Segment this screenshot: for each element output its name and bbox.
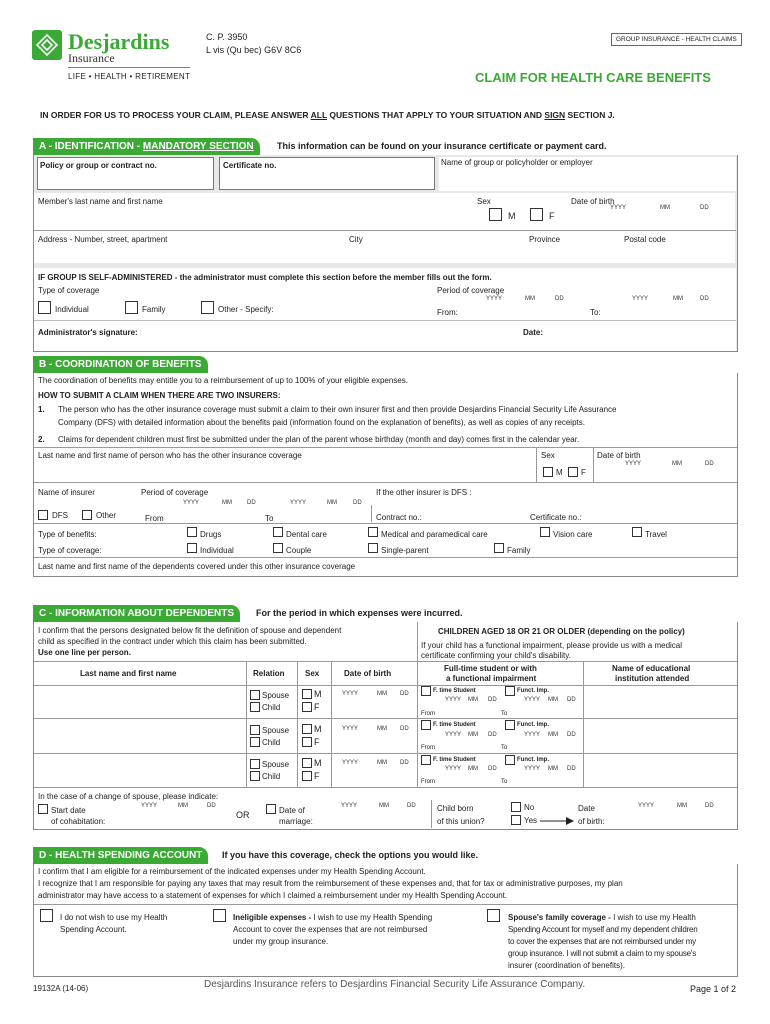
row1-spouse-checkbox[interactable] <box>250 690 260 700</box>
row1-dob-yyyy: YYYY <box>342 691 359 697</box>
group-name-label: Name of group or policyholder or employer <box>441 158 593 167</box>
secb-medical-label: Medical and paramedical care <box>381 530 488 539</box>
secc-change: In the case of a change of spouse, please indicate: <box>38 792 219 801</box>
divider <box>34 685 737 686</box>
secb-dfs-label: DFS <box>52 511 68 520</box>
row1-sex-f-checkbox[interactable] <box>302 702 312 712</box>
divider <box>297 661 298 787</box>
brand-name: Desjardins <box>68 29 170 54</box>
admin-from-yyyy: YYYY <box>486 296 503 302</box>
divider <box>34 557 737 558</box>
secb-from-mm: MM <box>222 500 232 506</box>
marriage-label1: Date of <box>279 806 305 815</box>
divider <box>371 505 372 522</box>
row2-to-mm: MM <box>548 732 558 738</box>
divider <box>34 904 737 905</box>
secb-single-parent-checkbox[interactable] <box>368 543 378 553</box>
child-dob-mm: MM <box>677 803 687 809</box>
postal-label: Postal code <box>624 235 666 244</box>
marriage-checkbox[interactable] <box>266 804 276 814</box>
row1-ftstudent-checkbox[interactable] <box>421 686 431 696</box>
secb-from-dd: DD <box>247 500 256 506</box>
secb-dependents: Last name and first name of the dependents covered under this other insurance coverage <box>38 562 356 571</box>
member-dob-mm: MM <box>660 205 670 211</box>
row1-to-yyyy: YYYY <box>524 697 541 703</box>
section-d-tab: D - HEALTH SPENDING ACCOUNT <box>33 847 208 864</box>
member-name-label: Member's last name and first name <box>38 197 163 206</box>
admin-individual-label: Individual <box>55 305 89 314</box>
row3-sex-f-label: F <box>314 771 320 781</box>
member-sex-label: Sex <box>477 197 491 206</box>
divider <box>34 718 737 719</box>
divider <box>34 320 736 321</box>
desjardins-logo-icon <box>32 30 62 60</box>
section-c-tab: C - INFORMATION ABOUT DEPENDENTS <box>33 605 240 622</box>
secc-col-inst2: institution attended <box>615 674 690 683</box>
admin-family-label: Family <box>142 305 166 314</box>
section-a-note: This information can be found on your insurance certificate or payment card. <box>277 141 607 151</box>
row2-spouse-checkbox[interactable] <box>250 725 260 735</box>
row2-sex-f-checkbox[interactable] <box>302 737 312 747</box>
form-code: 19132A (14-06) <box>33 984 89 993</box>
admin-from-label: From: <box>437 308 458 317</box>
secd-l3: administrator may have access to a statement of expenses for which I claimed a reimbursement under my Health Spending Account. <box>38 891 508 900</box>
hsa-spouse-line2: Spending Account for myself and my dependent children <box>508 925 698 934</box>
marriage-dd: DD <box>407 803 416 809</box>
row2-ftstudent-checkbox[interactable] <box>421 720 431 730</box>
row2-spouse-label: Spouse <box>262 726 290 735</box>
cohabitation-label2: of cohabitation: <box>51 817 106 826</box>
instructions: IN ORDER FOR US TO PROCESS YOUR CLAIM, PLEASE ANSWER ALL QUESTIONS THAT APPLY TO YOUR SITUATION AND SIGN SECTION J. <box>40 110 615 120</box>
secb-dob-label: Date of birth <box>597 451 641 460</box>
cohab-yyyy: YYYY <box>141 803 158 809</box>
date-of-birth1: Date <box>578 804 595 813</box>
admin-signature-label: Administrator's signature: <box>38 328 138 337</box>
row3-from-label: From <box>421 779 435 785</box>
secb-other-label: Other <box>96 511 117 520</box>
address-line1: C. P. 3950 <box>206 32 248 42</box>
secb-travel-label: Travel <box>645 530 667 539</box>
row2-funct-checkbox[interactable] <box>505 720 515 730</box>
secb-insurer-label: Name of insurer <box>38 488 95 497</box>
secb-to-label: To <box>265 514 274 523</box>
secb-vision-label: Vision care <box>553 530 593 539</box>
row3-sex-m-checkbox[interactable] <box>302 758 312 768</box>
row2-child-label: Child <box>262 738 281 747</box>
divider <box>246 661 247 787</box>
section-a-tab: A - IDENTIFICATION - MANDATORY SECTION <box>33 138 260 155</box>
row1-to-dd: DD <box>567 697 576 703</box>
hsa-no-line1: I do not wish to use my Health <box>60 913 168 922</box>
secc-one-line: Use one line per person. <box>38 648 131 657</box>
divider <box>34 523 737 524</box>
divider <box>34 230 736 231</box>
cohab-mm: MM <box>178 803 188 809</box>
row1-dob-mm: MM <box>377 691 387 697</box>
child-dob-dd: DD <box>705 803 714 809</box>
hsa-spouse-checkbox[interactable] <box>487 909 500 922</box>
secb-type-coverage: Type of coverage: <box>38 546 102 555</box>
row2-sex-m-checkbox[interactable] <box>302 724 312 734</box>
secc-col-ft1: Full-time student or with <box>444 664 537 673</box>
secb-travel-checkbox[interactable] <box>632 527 642 537</box>
secb-dob-yyyy: YYYY <box>625 461 642 467</box>
logo <box>32 30 62 60</box>
hsa-spouse-line4: group insurance. I will not submit a claim to my spouse's <box>508 949 696 958</box>
secb-to-yyyy: YYYY <box>290 500 307 506</box>
secc-confirm2: child as specified in the contract under which this claim has been submitted. <box>38 637 307 646</box>
secc-col-relation: Relation <box>253 669 285 678</box>
divider <box>34 447 737 448</box>
secb-certificate-label: Certificate no.: <box>530 513 582 522</box>
member-dob-dd: DD <box>700 205 709 211</box>
secb-family-label: Family <box>507 546 531 555</box>
divider <box>536 447 537 482</box>
secb-to-dd: DD <box>353 500 362 506</box>
cohabitation-label1: Start date <box>51 806 86 815</box>
admin-other-checkbox[interactable] <box>201 301 214 314</box>
admin-to-dd: DD <box>700 296 709 302</box>
divider <box>34 787 737 788</box>
row3-sex-f-checkbox[interactable] <box>302 771 312 781</box>
secb-sex-f-checkbox[interactable] <box>568 467 578 477</box>
divider <box>431 800 432 828</box>
secc-children-note2: certificate confirming your child's disability. <box>421 651 571 660</box>
cohabitation-checkbox[interactable] <box>38 804 48 814</box>
row3-from-mm: MM <box>468 766 478 772</box>
address-line2: L vis (Qu bec) G6V 8C6 <box>206 45 302 55</box>
row1-to-mm: MM <box>548 697 558 703</box>
child-dob-yyyy: YYYY <box>638 803 655 809</box>
row3-ftstudent-checkbox[interactable] <box>421 755 431 765</box>
secc-children-note1: If your child has a functional impairment, please provide us with a medical <box>421 641 683 650</box>
row2-child-checkbox[interactable] <box>250 737 260 747</box>
secb-p1a: The person who has the other insurance coverage must submit a claim to their own insurer first and then provide Desjardins Financial Security Life Assurance <box>58 405 617 414</box>
row3-funct-label: Funct. Imp. <box>517 757 549 763</box>
row2-from-mm: MM <box>468 732 478 738</box>
hsa-no-line2: Spending Account. <box>60 925 127 934</box>
hsa-ineligible-line1: Ineligible expenses - I wish to use my Health Spending <box>233 913 433 922</box>
secb-p2-num: 2. <box>38 435 45 444</box>
secb-other-person: Last name and first name of person who has the other insurance coverage <box>38 451 302 460</box>
secb-dental-checkbox[interactable] <box>273 527 283 537</box>
divider <box>34 482 737 483</box>
hsa-ineligible-line2: Account to cover the expenses that are not reimbursed <box>233 925 428 934</box>
marriage-label2: marriage: <box>279 817 313 826</box>
divider <box>583 661 584 787</box>
row1-from-dd: DD <box>488 697 497 703</box>
row3-to-label: To <box>501 779 508 785</box>
secb-how: HOW TO SUBMIT A CLAIM WHEN THERE ARE TWO INSURERS: <box>38 391 281 400</box>
secb-sex-m-checkbox[interactable] <box>543 467 553 477</box>
row3-dob-dd: DD <box>400 760 409 766</box>
secb-medical-checkbox[interactable] <box>368 527 378 537</box>
secb-sex-label: Sex <box>541 451 555 460</box>
secb-sex-f-label: F <box>581 468 586 477</box>
row1-from-yyyy: YYYY <box>445 697 462 703</box>
admin-from-dd: DD <box>555 296 564 302</box>
secb-p2: Claims for dependent children must first be submitted under the plan of the parent whose birthday (month and day) comes first in the calendar year. <box>58 435 580 444</box>
secb-couple-checkbox[interactable] <box>273 543 283 553</box>
child-born-no-checkbox[interactable] <box>511 802 521 812</box>
city-label: City <box>349 235 363 244</box>
row2-to-dd: DD <box>567 732 576 738</box>
secb-period-label: Period of coverage <box>141 488 209 497</box>
admin-individual-checkbox[interactable] <box>38 301 51 314</box>
divider <box>331 661 332 787</box>
row2-to-yyyy: YYYY <box>524 732 541 738</box>
row3-from-dd: DD <box>488 766 497 772</box>
divider <box>34 661 737 662</box>
row2-sex-f-label: F <box>314 737 320 747</box>
row2-ftstudent-label: F. time Student <box>433 722 476 728</box>
admin-date-label: Date: <box>523 328 544 337</box>
date-of-birth2: of birth: <box>578 817 605 826</box>
secb-contract-label: Contract no.: <box>376 513 422 522</box>
row2-dob-dd: DD <box>400 726 409 732</box>
page-number: Page 1 of 2 <box>690 984 737 994</box>
child-born2: of this union? <box>437 817 485 826</box>
policy-no-label: Policy or group or contract no. <box>40 161 157 170</box>
form-title: CLAIM FOR HEALTH CARE BENEFITS <box>475 70 711 85</box>
row1-spouse-label: Spouse <box>262 691 290 700</box>
self-admin-heading: IF GROUP IS SELF-ADMINISTERED - the administrator must complete this section before the member fills out the form. <box>38 273 492 282</box>
admin-family-checkbox[interactable] <box>125 301 138 314</box>
row2-dob-yyyy: YYYY <box>342 726 359 732</box>
admin-period: Period of coverage <box>437 286 505 295</box>
secc-col-ft2: a functional impairment <box>446 674 537 683</box>
secd-l1: I confirm that I am eligible for a reimbursement of the indicated expenses under my Health Spending Account. <box>38 867 426 876</box>
member-dob-yyyy: YYYY <box>610 205 627 211</box>
marriage-yyyy: YYYY <box>341 803 358 809</box>
member-sex-f-label: F <box>549 211 555 221</box>
hsa-ineligible-checkbox[interactable] <box>213 909 226 922</box>
section-b-tab: B - COORDINATION OF BENEFITS <box>33 356 208 373</box>
member-sex-m-checkbox[interactable] <box>489 208 502 221</box>
secc-col-inst1: Name of educational <box>612 664 691 673</box>
secc-col-sex: Sex <box>305 669 320 678</box>
secb-individual-label: Individual <box>200 546 234 555</box>
child-born-yes-label: Yes <box>524 816 538 825</box>
secb-intro: The coordination of benefits may entitle you to a reimbursement of up to 100% of your eligible expenses. <box>38 376 408 385</box>
secc-confirm1: I confirm that the persons designated below fit the definition of spouse and dependent <box>38 626 342 635</box>
certificate-no-label: Certificate no. <box>223 161 277 170</box>
secb-p1b: Company (DFS) with detailed information about the benefits paid (information found on the explanation of benefits), as well as copies of any receipts. <box>58 418 585 427</box>
row3-ftstudent-label: F. time Student <box>433 757 476 763</box>
admin-from-mm: MM <box>525 296 535 302</box>
secb-type-benefits: Type of benefits: <box>38 530 97 539</box>
secb-couple-label: Couple <box>286 546 312 555</box>
row1-to-label: To <box>501 711 508 717</box>
row1-funct-label: Funct. Imp. <box>517 688 549 694</box>
arrow-right-icon <box>540 817 574 825</box>
admin-to-yyyy: YYYY <box>632 296 649 302</box>
secb-if-dfs: If the other insurer is DFS : <box>376 488 472 497</box>
brand-sub: Insurance <box>68 51 115 65</box>
secb-dob-dd: DD <box>705 461 714 467</box>
member-sex-m-label: M <box>508 211 516 221</box>
hsa-ineligible-line3: under my group insurance. <box>233 937 329 946</box>
row2-dob-mm: MM <box>377 726 387 732</box>
secb-from-yyyy: YYYY <box>183 500 200 506</box>
section-c-note: For the period in which expenses were incurred. <box>256 608 463 618</box>
secb-dental-label: Dental care <box>286 530 327 539</box>
row3-funct-checkbox[interactable] <box>505 755 515 765</box>
secc-children-head: CHILDREN AGED 18 OR 21 OR OLDER (depending on the policy) <box>438 627 685 636</box>
row1-sex-m-checkbox[interactable] <box>302 689 312 699</box>
secd-l2: I recognize that I am responsible for paying any taxes that may result from the reimbursement of these expenses and, that for tax or administrative purposes, my plan <box>38 879 623 888</box>
admin-to-mm: MM <box>673 296 683 302</box>
cohab-dd: DD <box>207 803 216 809</box>
row1-from-label: From <box>421 711 435 717</box>
row2-sex-m-label: M <box>314 724 322 734</box>
row1-from-mm: MM <box>468 697 478 703</box>
row3-dob-mm: MM <box>377 760 387 766</box>
row1-dob-dd: DD <box>400 691 409 697</box>
row2-from-yyyy: YYYY <box>445 732 462 738</box>
hsa-no-checkbox[interactable] <box>40 909 53 922</box>
row3-to-yyyy: YYYY <box>524 766 541 772</box>
row3-spouse-label: Spouse <box>262 760 290 769</box>
secb-to-mm: MM <box>327 500 337 506</box>
admin-type-coverage: Type of coverage <box>38 286 100 295</box>
child-born-no-label: No <box>524 803 535 812</box>
secb-from-label: From <box>145 514 164 523</box>
row1-child-label: Child <box>262 703 281 712</box>
secb-drugs-checkbox[interactable] <box>187 527 197 537</box>
row1-funct-checkbox[interactable] <box>505 686 515 696</box>
secb-dfs-checkbox[interactable] <box>38 510 48 520</box>
secb-dob-mm: MM <box>672 461 682 467</box>
child-born1: Child born <box>437 804 474 813</box>
secb-p1-num: 1. <box>38 405 45 414</box>
divider <box>593 447 594 482</box>
secb-family-checkbox[interactable] <box>494 543 504 553</box>
section-d-note: If you have this coverage, check the options you would like. <box>222 850 479 860</box>
row2-to-label: To <box>501 745 508 751</box>
marriage-mm: MM <box>379 803 389 809</box>
hsa-spouse-line3: to cover the expenses that are not reimbursed under my <box>508 937 696 946</box>
brand-tagline: LIFE • HEALTH • RETIREMENT <box>68 72 191 81</box>
row2-from-dd: DD <box>488 732 497 738</box>
or-label: OR <box>236 810 250 820</box>
member-dob-label: Date of birth <box>571 197 615 206</box>
secc-col-dob: Date of birth <box>344 669 392 678</box>
row1-ftstudent-label: F. time Student <box>433 688 476 694</box>
row3-sex-m-label: M <box>314 758 322 768</box>
footer-note: Desjardins Insurance refers to Desjardins Financial Security Life Assurance Company. <box>204 979 586 990</box>
row1-child-checkbox[interactable] <box>250 702 260 712</box>
hsa-spouse-line1: Spouse's family coverage - I wish to use my Health <box>508 913 696 922</box>
secb-other-checkbox[interactable] <box>82 510 92 520</box>
secb-drugs-label: Drugs <box>200 530 222 539</box>
row2-funct-label: Funct. Imp. <box>517 722 549 728</box>
admin-to-label: To: <box>590 308 601 317</box>
category-badge: GROUP INSURANCE - HEALTH CLAIMS <box>611 33 742 46</box>
divider <box>34 753 737 754</box>
address-label: Address - Number, street, apartment <box>38 235 168 244</box>
secb-single-parent-label: Single-parent <box>381 546 429 555</box>
row3-to-dd: DD <box>567 766 576 772</box>
row3-child-checkbox[interactable] <box>250 771 260 781</box>
brand-divider <box>68 67 190 68</box>
secc-col-name: Last name and first name <box>80 669 177 678</box>
row3-spouse-checkbox[interactable] <box>250 759 260 769</box>
row1-sex-m-label: M <box>314 689 322 699</box>
row3-dob-yyyy: YYYY <box>342 760 359 766</box>
row3-to-mm: MM <box>548 766 558 772</box>
row1-sex-f-label: F <box>314 702 320 712</box>
secb-individual-checkbox[interactable] <box>187 543 197 553</box>
member-sex-f-checkbox[interactable] <box>530 208 543 221</box>
row3-from-yyyy: YYYY <box>445 766 462 772</box>
province-label: Province <box>529 235 561 244</box>
secb-vision-checkbox[interactable] <box>540 527 550 537</box>
row3-child-label: Child <box>262 772 281 781</box>
child-born-yes-checkbox[interactable] <box>511 815 521 825</box>
divider <box>417 622 418 787</box>
secb-sex-m-label: M <box>556 468 563 477</box>
row2-from-label: From <box>421 745 435 751</box>
admin-other-label: Other - Specify: <box>218 305 274 314</box>
hsa-spouse-line5: insurer (coordination of benefits). <box>508 961 625 970</box>
